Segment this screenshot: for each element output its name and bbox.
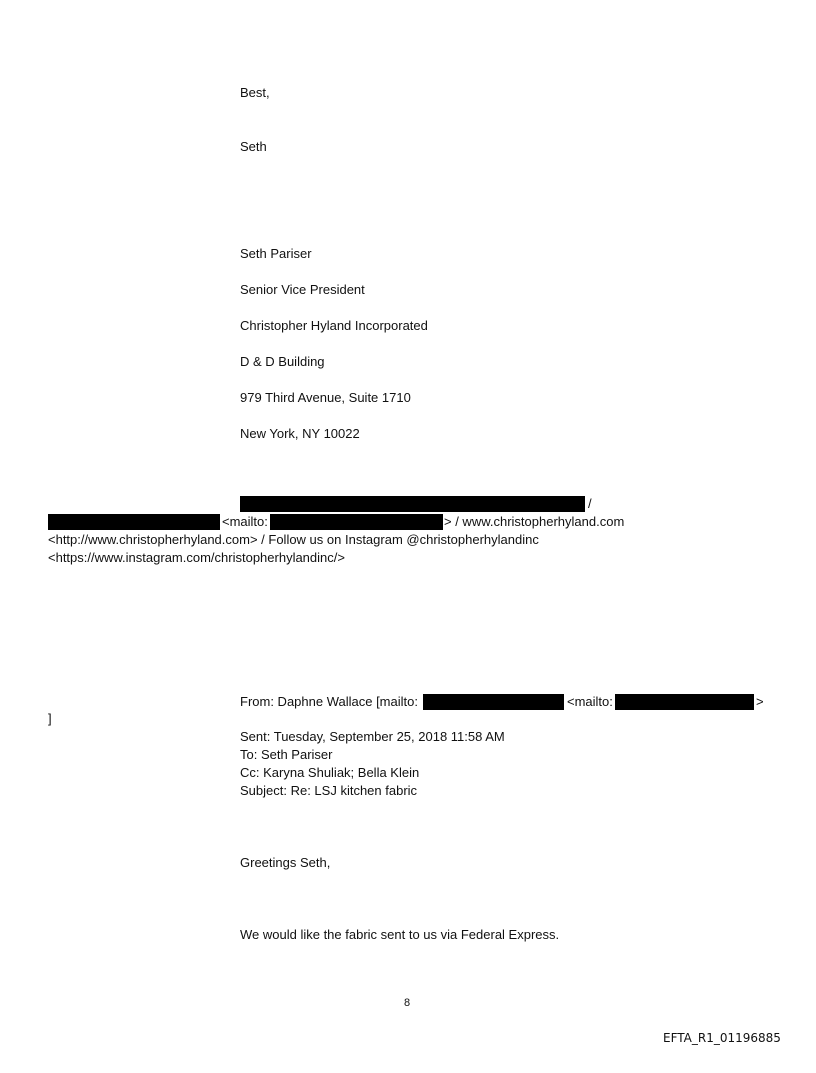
- contact-line-2[interactable]: <http://www.christopherhyland.com> / Follow us on Instagram @christopherhylandinc: [48, 532, 539, 547]
- redaction-bar: [48, 514, 220, 530]
- email-from-close-bracket: ]: [48, 711, 52, 726]
- signature-name: Seth Pariser: [240, 246, 312, 261]
- signature-city: New York, NY 10022: [240, 426, 360, 441]
- redaction-bar: [615, 694, 754, 710]
- closing-best: Best,: [240, 85, 270, 100]
- redaction-bar: [270, 514, 443, 530]
- signature-address: 979 Third Avenue, Suite 1710: [240, 390, 411, 405]
- redaction-bar: [423, 694, 564, 710]
- email-subject: Subject: Re: LSJ kitchen fabric: [240, 783, 418, 798]
- redaction-bar: [240, 496, 585, 512]
- signature-company: Christopher Hyland Incorporated: [240, 318, 428, 333]
- document-id: EFTA_R1_01196885: [663, 1031, 781, 1045]
- contact-line-3[interactable]: <https://www.instagram.com/christopherhylandinc/>: [48, 550, 345, 565]
- email-from-close-angle: >: [756, 694, 764, 709]
- email-sent: Sent: Tuesday, September 25, 2018 11:58 AM: [240, 729, 505, 744]
- email-from-prefix: From: Daphne Wallace [mailto:: [240, 694, 418, 709]
- page-number: 8: [404, 997, 411, 1009]
- email-greeting: Greetings Seth,: [240, 855, 331, 870]
- email-body-paragraph: We would like the fabric sent to us via Federal Express.: [240, 927, 560, 942]
- contact-mailto-open: <mailto:: [222, 514, 268, 529]
- signature-building: D & D Building: [240, 354, 325, 369]
- closing-name: Seth: [240, 139, 267, 154]
- email-from-mailto-open: <mailto:: [567, 694, 613, 709]
- contact-website[interactable]: > / www.christopherhyland.com: [444, 514, 625, 529]
- email-cc: Cc: Karyna Shuliak; Bella Klein: [240, 765, 420, 780]
- contact-slash: /: [588, 496, 592, 511]
- signature-title: Senior Vice President: [240, 282, 365, 297]
- email-to: To: Seth Pariser: [240, 747, 333, 762]
